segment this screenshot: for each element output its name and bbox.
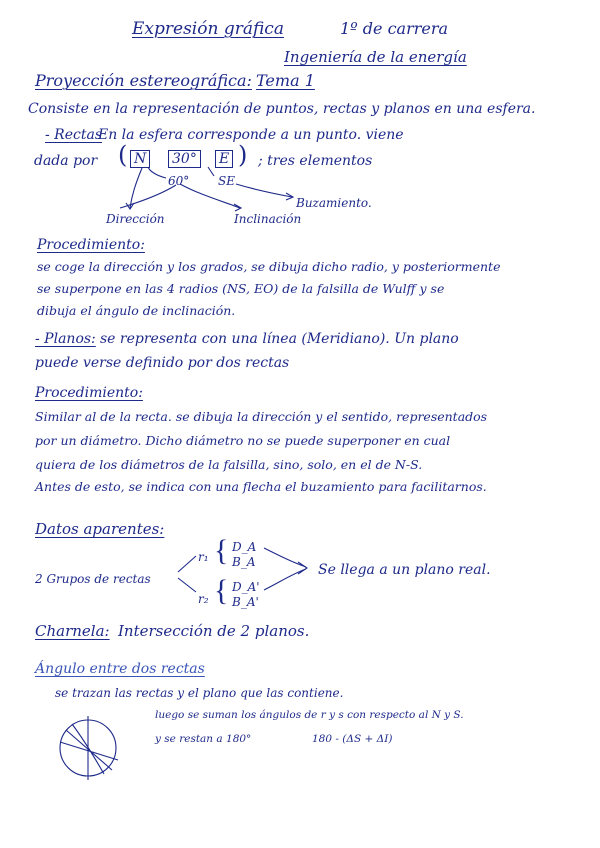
procedimiento2-line-3: quiera de los diámetros de la falsilla, sino, solo, en el de N-S. [35, 457, 423, 472]
notation-box-angle [168, 150, 201, 168]
course-label: 1º de carrera [340, 19, 449, 38]
datos-result: Se llega a un plano real. [318, 562, 491, 578]
diagram-arrow-buzamiento [236, 184, 292, 197]
rectas-text: En la esfera corresponde a un punto. viene [98, 127, 404, 143]
paren-open: ( [118, 141, 128, 169]
brace-r1: { [214, 534, 229, 567]
wulff-circle-sketch [60, 720, 116, 776]
r1-b-label: B_A [232, 555, 256, 569]
tres-elementos-text: ; tres elementos [258, 153, 373, 169]
notation-box-direction [130, 150, 150, 168]
buzamiento-label: Buzamiento. [296, 196, 372, 210]
brace-r2: { [214, 574, 229, 607]
sketch-diameter-1 [66, 730, 112, 770]
topic-label: Tema 1 [256, 71, 315, 90]
dada-por-text: dada por [34, 153, 98, 169]
diagram-connector-mid [208, 167, 214, 176]
notation-sub-dip: SE [218, 174, 235, 188]
procedimiento1-line-2: se superpone en las 4 radios (NS, EO) de la falsilla de Wulff y se [37, 281, 445, 296]
notation-box-30: 30° [168, 150, 201, 168]
angulo-line-1: se trazan las rectas y el plano que las contiene. [55, 686, 344, 700]
inclinacion-label: Inclinación [234, 212, 302, 226]
procedimiento1-line-1: se coge la dirección y los grados, se dibuja dicho radio, y posteriormente [37, 259, 501, 274]
diagram-arrow-buzamiento-head [286, 193, 293, 200]
diagram-arrow-direccion [130, 168, 142, 208]
notation-box-e-wrap [215, 150, 233, 168]
grupos-arrow-1 [178, 556, 196, 572]
subject-title: Expresión gráfica [132, 19, 284, 39]
notation-sub-inclination: 60° [168, 174, 190, 188]
section-title-stereographic: Proyección estereográfica: [35, 71, 252, 90]
notation-box-e: E [215, 150, 233, 168]
paren-close: ) [238, 141, 248, 169]
grupos-label: 2 Grupos de rectas [35, 572, 151, 586]
procedimiento2-line-2: por un diámetro. Dicho diámetro no se puede superponer en cual [35, 433, 451, 448]
r1-d-label: D_A [232, 540, 257, 554]
datos-arrow-1 [264, 548, 306, 567]
r2-label: r₂ [198, 592, 209, 606]
intro-line: Consiste en la representación de puntos, rectas y planos en una esfera. [28, 101, 536, 117]
procedimiento-title-2: Procedimiento: [35, 385, 143, 401]
angulo-line-2: luego se suman los ángulos de r y s con respecto al N y S. [155, 709, 464, 721]
r2-b-label: B_A' [232, 595, 259, 609]
sketch-arc [72, 724, 104, 774]
rectas-label: - Rectas [45, 127, 103, 143]
notation-box-n: N [130, 150, 150, 168]
charnela-text: Intersección de 2 planos. [118, 622, 310, 640]
procedimiento2-line-4: Antes de esto, se indica con una flecha el buzamiento para facilitarnos. [35, 479, 487, 494]
planos-label: - Planos: [35, 331, 96, 347]
datos-arrow-2 [264, 569, 306, 590]
datos-title: Datos aparentes: [35, 520, 165, 538]
r2-d-label: D_A' [232, 580, 260, 594]
datos-arrow-head [298, 562, 307, 574]
grupos-arrow-2 [178, 578, 196, 592]
charnela-label: Charnela: [35, 622, 110, 640]
angulo-line-3: y se restan a 180° [155, 733, 252, 745]
planos-line-1: se representa con una línea (Meridiano). Un plano [100, 331, 459, 347]
sketch-diameter-3 [60, 742, 118, 760]
diagram-arrow-direccion-head [126, 203, 134, 209]
degree-title: Ingeniería de la energía [284, 48, 467, 66]
r1-label: r₁ [198, 550, 209, 564]
procedimiento1-line-3: dibuja el ángulo de inclinación. [37, 303, 236, 318]
angulo-formula: 180 - (ΔS + ΔI) [312, 733, 393, 745]
diagram-connector-left [148, 167, 166, 178]
direccion-label: Dirección [106, 212, 165, 226]
planos-line-2: puede verse definido por dos rectas [35, 355, 290, 371]
procedimiento2-line-1: Similar al de la recta. se dibuja la dirección y el sentido, representados [35, 409, 488, 424]
angulo-title: Ángulo entre dos rectas [35, 661, 205, 677]
procedimiento-title-1: Procedimiento: [37, 237, 145, 253]
